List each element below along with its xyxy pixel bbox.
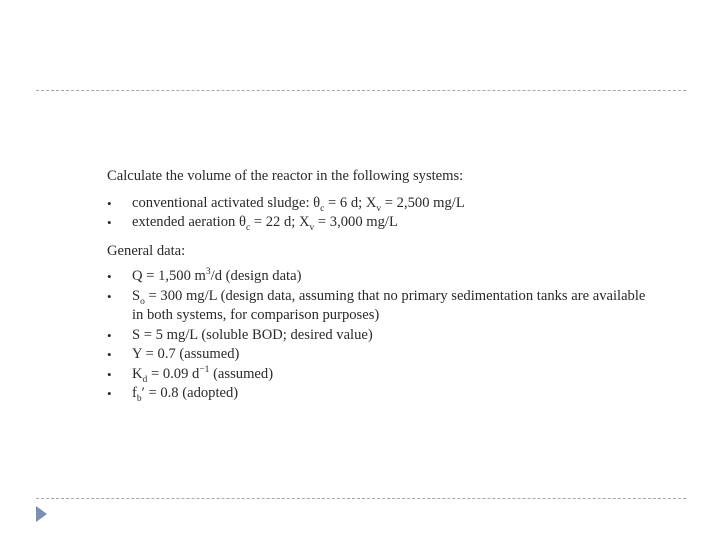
list-item-extended	[107, 213, 647, 233]
bullet-icon: •	[107, 269, 112, 284]
list-item-influent-bod	[107, 287, 647, 326]
subscript: d	[142, 374, 148, 385]
superscript: 3	[205, 267, 211, 278]
bullet-icon: •	[107, 366, 112, 382]
subscript: c	[245, 222, 251, 233]
general-data-list	[107, 267, 647, 404]
task-heading: Calculate the volume of the reactor in the following systems:	[107, 168, 464, 184]
bullet-icon: •	[107, 288, 112, 304]
list-item-flow	[107, 267, 647, 287]
item-text: = 0.09 d	[147, 365, 200, 382]
list-item-conventional	[107, 194, 647, 214]
slide-content	[107, 167, 647, 404]
bullet-icon: •	[107, 195, 112, 211]
list-item-yield	[107, 345, 647, 365]
item-text: conventional activated sludge: θ	[132, 194, 321, 211]
item-text: = 300 mg/L (design data, assuming that no primary sedimentation tanks are available in both systems, for comparison purposes)	[132, 287, 646, 323]
bullet-icon: •	[107, 386, 112, 401]
subscript: c	[320, 203, 325, 214]
bullet-icon: •	[107, 327, 112, 343]
item-text: ′ = 0.8 (adopted)	[141, 385, 239, 401]
item-text: Q = 1,500 m	[132, 268, 206, 284]
general-data-heading: General data:	[107, 242, 186, 259]
item-text: (assumed)	[209, 365, 274, 382]
bottom-dashed-rule	[36, 498, 686, 499]
item-text: = 3,000 mg/L	[314, 214, 398, 230]
item-text: = 6 d; X	[324, 194, 377, 211]
item-text: = 22 d; X	[250, 214, 310, 230]
item-text: S = 5 mg/L (soluble BOD; desired value)	[132, 326, 373, 343]
item-text: extended aeration θ	[132, 214, 246, 230]
subscript: b	[136, 393, 142, 404]
list-item-decay	[107, 365, 647, 385]
top-dashed-rule	[36, 90, 686, 91]
list-item-biodegradable-fraction	[107, 384, 647, 404]
bullet-icon: •	[107, 347, 112, 362]
subscript: v	[376, 203, 382, 214]
list-item-effluent-bod	[107, 326, 647, 346]
item-text: K	[132, 365, 143, 382]
item-text: f	[132, 385, 137, 401]
triangle-arrow-icon	[36, 506, 47, 522]
subscript: v	[309, 222, 315, 233]
item-text: Y = 0.7 (assumed)	[132, 346, 240, 362]
bullet-icon: •	[107, 215, 112, 230]
systems-list	[107, 194, 647, 233]
item-text: /d (design data)	[210, 268, 302, 284]
item-text: S	[132, 287, 141, 304]
superscript: −1	[199, 364, 210, 375]
subscript: o	[140, 296, 145, 307]
item-text: = 2,500 mg/L	[381, 194, 465, 211]
